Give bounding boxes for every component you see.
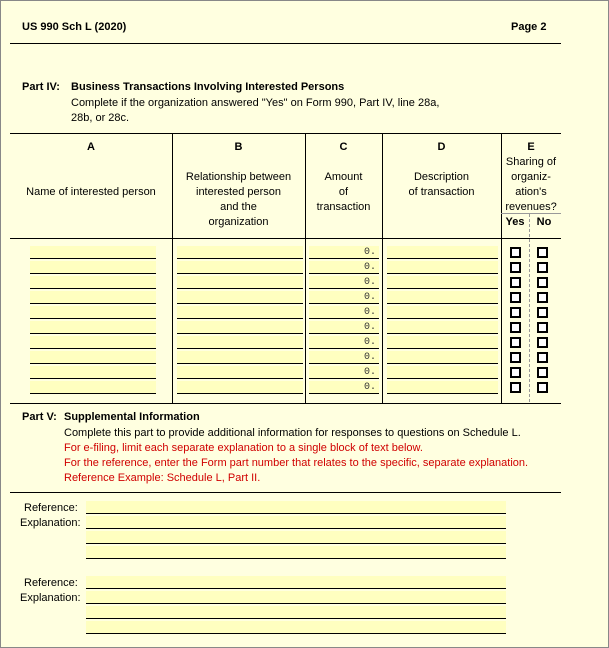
part4-instruction-2: 28b, or 28c. xyxy=(71,112,130,124)
amount-field[interactable]: 0. xyxy=(309,321,379,334)
relationship-field[interactable] xyxy=(177,291,303,304)
col-a-letter: A xyxy=(87,141,95,153)
part5-rule xyxy=(10,492,561,493)
part5-red-note-1: For e-filing, limit each separate explanation to a single block of text below. xyxy=(64,442,423,454)
name-field[interactable] xyxy=(30,351,156,364)
col-b-title-3: and the xyxy=(220,201,257,213)
part4-instruction-1: Complete if the organization answered "Yes" on Form 990, Part IV, line 28a, xyxy=(71,97,440,109)
col-e-title-1: Sharing of xyxy=(505,156,557,168)
explanation-field-2-line-2[interactable] xyxy=(86,606,506,619)
col-e-title-4: revenues? xyxy=(505,201,557,213)
amount-field[interactable]: 0. xyxy=(309,276,379,289)
name-field[interactable] xyxy=(30,291,156,304)
relationship-field[interactable] xyxy=(177,381,303,394)
yes-checkbox[interactable] xyxy=(510,337,521,348)
yes-checkbox[interactable] xyxy=(510,292,521,303)
explanation-label-2: Explanation: xyxy=(20,592,81,604)
name-field[interactable] xyxy=(30,381,156,394)
col-d-title-2: of transaction xyxy=(408,186,475,198)
description-field[interactable] xyxy=(387,336,498,349)
name-field[interactable] xyxy=(30,366,156,379)
amount-field[interactable]: 0. xyxy=(309,246,379,259)
col-b-letter: B xyxy=(234,141,243,153)
description-field[interactable] xyxy=(387,306,498,319)
part4-title: Business Transactions Involving Interested Persons xyxy=(71,81,345,93)
no-checkbox[interactable] xyxy=(537,292,548,303)
no-checkbox[interactable] xyxy=(537,352,548,363)
col-e-yes: Yes xyxy=(505,216,525,228)
no-checkbox[interactable] xyxy=(537,262,548,273)
relationship-field[interactable] xyxy=(177,306,303,319)
col-b-title-1: Relationship between xyxy=(185,171,292,183)
col-c-title-1: Amount xyxy=(324,171,363,183)
reference-field-2[interactable] xyxy=(86,576,506,589)
table-top-rule xyxy=(10,133,561,134)
table-bottom-rule xyxy=(10,403,561,404)
description-field[interactable] xyxy=(387,366,498,379)
table-header-rule xyxy=(10,238,561,239)
relationship-field[interactable] xyxy=(177,246,303,259)
name-field[interactable] xyxy=(30,261,156,274)
description-field[interactable] xyxy=(387,291,498,304)
col-divider-yes-no xyxy=(529,214,530,402)
description-field[interactable] xyxy=(387,246,498,259)
description-field[interactable] xyxy=(387,351,498,364)
amount-field[interactable]: 0. xyxy=(309,291,379,304)
col-b-title-4: organization xyxy=(208,216,269,228)
amount-field[interactable]: 0. xyxy=(309,261,379,274)
col-b-title-2: interested person xyxy=(196,186,281,198)
no-checkbox[interactable] xyxy=(537,322,548,333)
no-checkbox[interactable] xyxy=(537,367,548,378)
col-e-title-3: ation's xyxy=(515,186,547,198)
reference-label-1: Reference: xyxy=(24,502,78,514)
part5-title: Supplemental Information xyxy=(64,411,200,423)
description-field[interactable] xyxy=(387,381,498,394)
part5-instruction: Complete this part to provide additional information for responses to questions on Schedule L. xyxy=(64,427,521,439)
name-field[interactable] xyxy=(30,336,156,349)
explanation-field-2-line-3[interactable] xyxy=(86,621,506,634)
header-rule xyxy=(10,43,561,44)
page-number: Page 2 xyxy=(511,21,547,33)
yes-checkbox[interactable] xyxy=(510,277,521,288)
amount-field[interactable]: 0. xyxy=(309,351,379,364)
relationship-field[interactable] xyxy=(177,351,303,364)
explanation-field-1-line-3[interactable] xyxy=(86,546,506,559)
part5-red-note-2: For the reference, enter the Form part number that relates to the specific, separate explanation. xyxy=(64,457,529,469)
col-e-letter: E xyxy=(527,141,535,153)
description-field[interactable] xyxy=(387,261,498,274)
yes-checkbox[interactable] xyxy=(510,247,521,258)
col-e-subheader-rule xyxy=(501,213,561,214)
yes-checkbox[interactable] xyxy=(510,262,521,273)
explanation-field-1-line-2[interactable] xyxy=(86,531,506,544)
form-id: US 990 Sch L (2020) xyxy=(22,21,127,33)
name-field[interactable] xyxy=(30,321,156,334)
yes-checkbox[interactable] xyxy=(510,322,521,333)
col-d-title-1: Description xyxy=(413,171,470,183)
reference-label-2: Reference: xyxy=(24,577,78,589)
part4-label: Part IV: xyxy=(22,81,60,93)
col-e-no: No xyxy=(536,216,552,228)
relationship-field[interactable] xyxy=(177,366,303,379)
part5-label: Part V: xyxy=(22,411,57,423)
amount-field[interactable]: 0. xyxy=(309,381,379,394)
name-field[interactable] xyxy=(30,276,156,289)
description-field[interactable] xyxy=(387,276,498,289)
explanation-label-1: Explanation: xyxy=(20,517,81,529)
no-checkbox[interactable] xyxy=(537,277,548,288)
col-d-letter: D xyxy=(437,141,446,153)
yes-checkbox[interactable] xyxy=(510,307,521,318)
reference-field-1[interactable] xyxy=(86,501,506,514)
amount-field[interactable]: 0. xyxy=(309,306,379,319)
col-c-title-3: transaction xyxy=(316,201,371,213)
yes-checkbox[interactable] xyxy=(510,352,521,363)
relationship-field[interactable] xyxy=(177,276,303,289)
no-checkbox[interactable] xyxy=(537,337,548,348)
name-field[interactable] xyxy=(30,306,156,319)
no-checkbox[interactable] xyxy=(537,382,548,393)
yes-checkbox[interactable] xyxy=(510,367,521,378)
amount-field[interactable]: 0. xyxy=(309,366,379,379)
description-field[interactable] xyxy=(387,321,498,334)
no-checkbox[interactable] xyxy=(537,307,548,318)
col-a-title: Name of interested person xyxy=(26,186,156,198)
relationship-field[interactable] xyxy=(177,336,303,349)
amount-field[interactable]: 0. xyxy=(309,336,379,349)
explanation-field-2-line-1[interactable] xyxy=(86,591,506,604)
name-field[interactable] xyxy=(30,246,156,259)
col-c-letter: C xyxy=(339,141,348,153)
no-checkbox[interactable] xyxy=(537,247,548,258)
explanation-field-1-line-1[interactable] xyxy=(86,516,506,529)
relationship-field[interactable] xyxy=(177,261,303,274)
yes-checkbox[interactable] xyxy=(510,382,521,393)
col-e-title-2: organiz- xyxy=(511,171,551,183)
relationship-field[interactable] xyxy=(177,321,303,334)
part5-red-note-3: Reference Example: Schedule L, Part II. xyxy=(64,472,261,484)
col-c-title-2: of xyxy=(338,186,349,198)
